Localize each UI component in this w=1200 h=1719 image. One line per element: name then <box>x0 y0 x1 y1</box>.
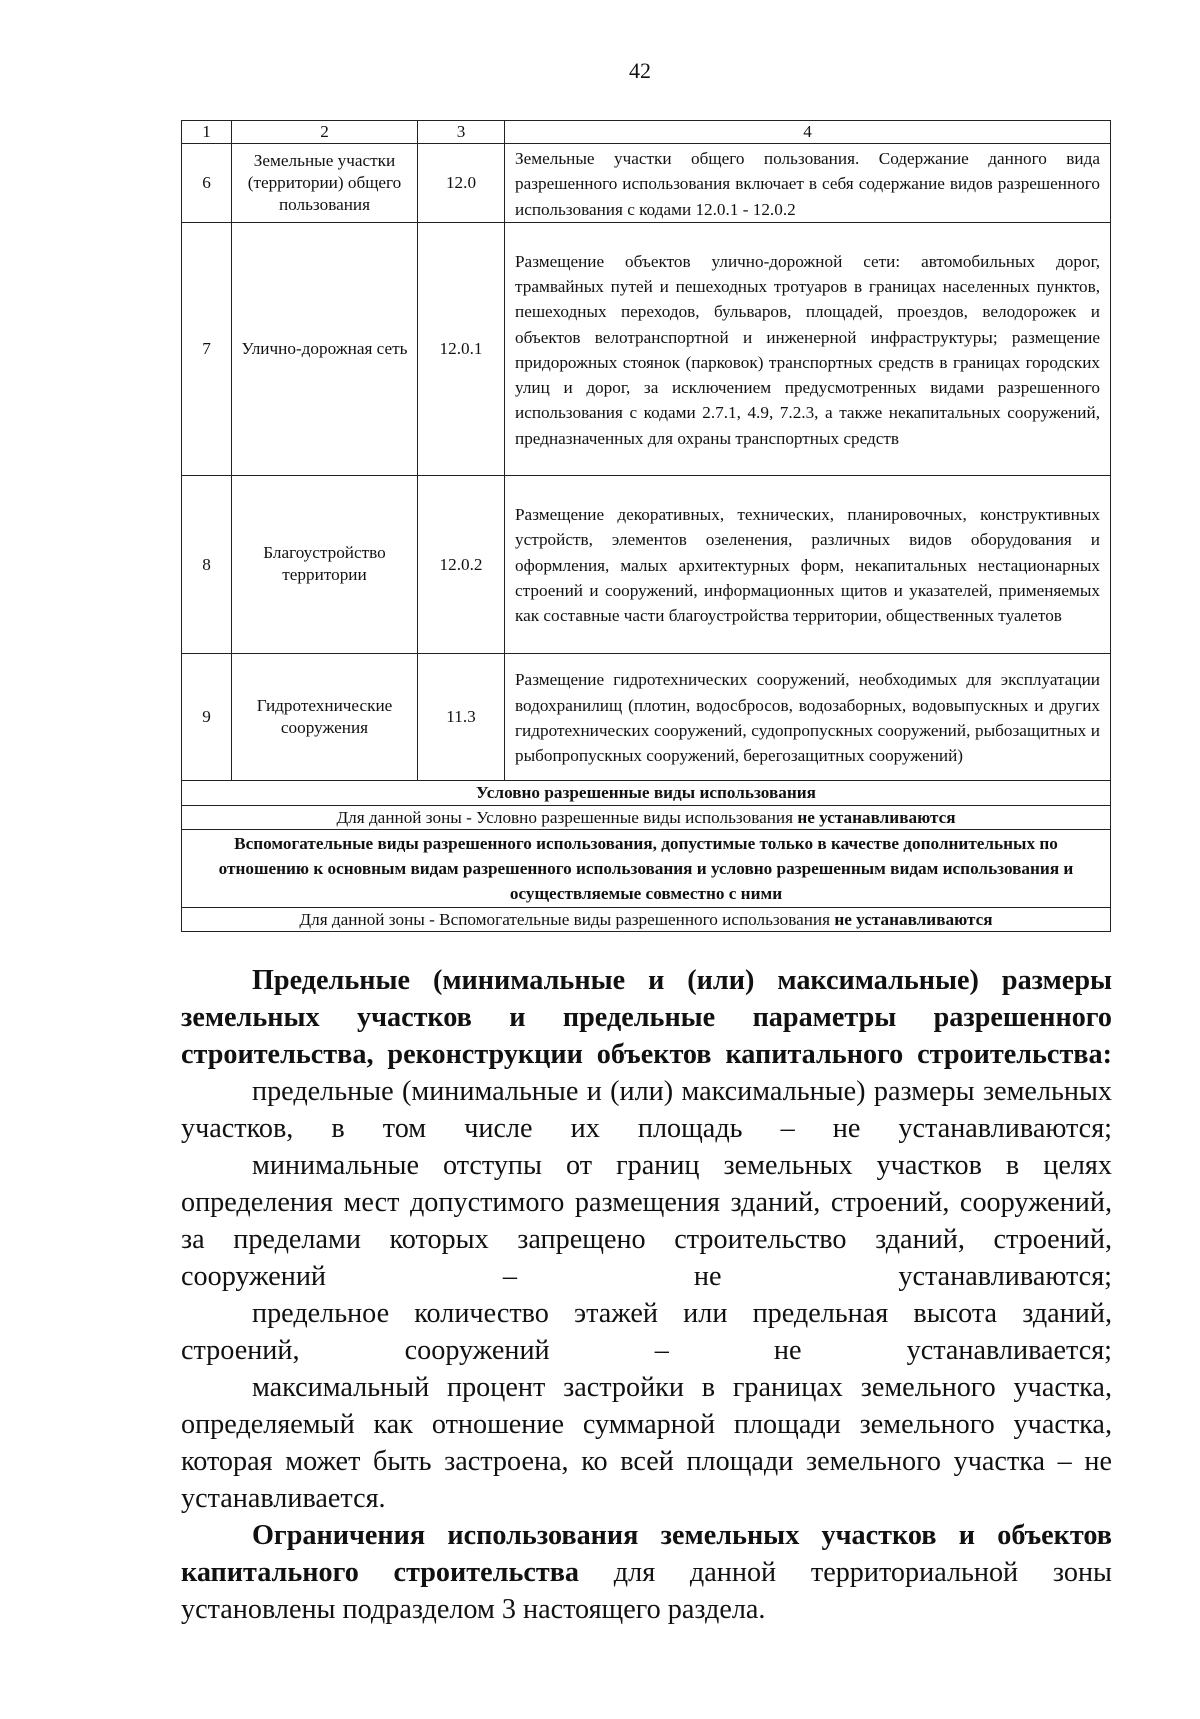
table-header-row <box>182 121 1111 144</box>
auxiliary-note-emphasis: не устанавливаются <box>834 909 993 929</box>
restrictions-paragraph <box>181 1517 1112 1628</box>
use-type-description: Размещение декоративных, технических, планировочных, конструктивных устройств, элементов озеленения, различных видов оборудования и оформления, малых архитектурных форм, некапитальных нестационарных строений и сооружений, информационных щитов и указателей, применяемых как составные части благоустройства территории, общественных туалетов <box>505 475 1111 653</box>
use-type-description: Размещение гидротехнических сооружений, необходимых для эксплуатации водохранилищ (плотин, водосбросов, водозаборных, водовыпускных и других гидротехнических сооружений, судопропускных сооружений, рыбозащитных и рыбопропускных сооружений, берегозащитных сооружений) <box>505 653 1111 780</box>
row-number: 6 <box>182 144 232 223</box>
use-type-name: Земельные участки (территории) общего пользования <box>232 144 418 223</box>
conditional-note-emphasis: не устанавливаются <box>797 807 956 827</box>
auxiliary-note-text: Для данной зоны - Вспомогательные виды разрешенного использования <box>299 909 835 929</box>
row-number: 7 <box>182 222 232 475</box>
conditional-uses-header-row <box>182 780 1111 805</box>
use-type-code: 12.0.1 <box>418 222 505 475</box>
restrictions-text: для данной территориальной зоны установлены подразделом 3 настоящего раздела. <box>181 1557 1112 1625</box>
conditional-note-text: Для данной зоны - Условно разрешенные виды использования <box>336 807 798 827</box>
use-type-name: Благоустройство территории <box>232 475 418 653</box>
auxiliary-uses-note-row <box>182 907 1111 931</box>
use-type-code: 11.3 <box>418 653 505 780</box>
auxiliary-uses-header: Вспомогательные виды разрешенного использования, допустимые только в качестве дополнительных по отношению к основным видам разрешенного использования и условно разрешенным видам использования и осуществляемые совместно с ними <box>182 829 1111 907</box>
conditional-uses-note <box>182 805 1111 829</box>
use-type-name: Улично-дорожная сеть <box>232 222 418 475</box>
row-number: 8 <box>182 475 232 653</box>
conditional-uses-note-row <box>182 805 1111 829</box>
use-type-code: 12.0 <box>418 144 505 223</box>
row-number: 9 <box>182 653 232 780</box>
use-type-code: 12.0.2 <box>418 475 505 653</box>
conditional-uses-header: Условно разрешенные виды использования <box>182 780 1111 805</box>
table-row <box>182 222 1111 475</box>
use-type-description: Размещение объектов улично-дорожной сети: автомобильных дорог, трамвайных путей и пешеходных тротуаров в границах населенных пунктов, пешеходных переходов, бульваров, площадей, проездов, велодорожек и объектов велотранспортной и инженерной инфраструктуры; размещение придорожных стоянок (парковок) транспортных средств в границах городских улиц и дорог, за исключением предусмотренных видами разрешенного использования с кодами 2.7.1, 4.9, 7.2.3, а также некапитальных сооружений, предназначенных для охраны транспортных средств <box>505 222 1111 475</box>
table-header-cell: 2 <box>232 121 418 144</box>
table-header-cell: 4 <box>505 121 1111 144</box>
section-heading: Предельные (минимальные и (или) максимальные) размеры земельных участков и предельные параметры разрешенного строительства, реконструкции объектов капитального строительства: <box>181 965 1112 1070</box>
table-row <box>182 475 1111 653</box>
paragraph: предельные (минимальные и (или) максимальные) размеры земельных участков, в том числе их площадь – не устанавливаются; <box>181 1076 1112 1144</box>
table-row <box>182 144 1111 223</box>
paragraph: предельное количество этажей или предельная высота зданий, строений, сооружений – не устанавливается; <box>181 1298 1112 1366</box>
page-number: 42 <box>629 58 651 83</box>
land-use-table <box>181 120 1111 932</box>
document-body <box>181 962 1112 1628</box>
use-type-name: Гидротехнические сооружения <box>232 653 418 780</box>
auxiliary-uses-note <box>182 907 1111 931</box>
use-type-description: Земельные участки общего пользования. Содержание данного вида разрешенного использования включает в себя содержание видов разрешенного использования с кодами 12.0.1 - 12.0.2 <box>505 144 1111 223</box>
paragraph: максимальный процент застройки в границах земельного участка, определяемый как отношение суммарной площади земельного участка, которая может быть застроена, ко всей площади земельного участка – не устанавливается. <box>181 1372 1112 1514</box>
table-row <box>182 653 1111 780</box>
auxiliary-uses-header-row <box>182 829 1111 907</box>
table-header-cell: 1 <box>182 121 232 144</box>
paragraph: минимальные отступы от границ земельных участков в целях определения мест допустимого размещения зданий, строений, сооружений, за пределами которых запрещено строительство зданий, строений, сооружений – не устанавливаются; <box>181 1150 1112 1292</box>
restrictions-emphasis: Ограничения использования земельных участков и объектов капитального строительства <box>181 1520 1112 1588</box>
table-header-cell: 3 <box>418 121 505 144</box>
